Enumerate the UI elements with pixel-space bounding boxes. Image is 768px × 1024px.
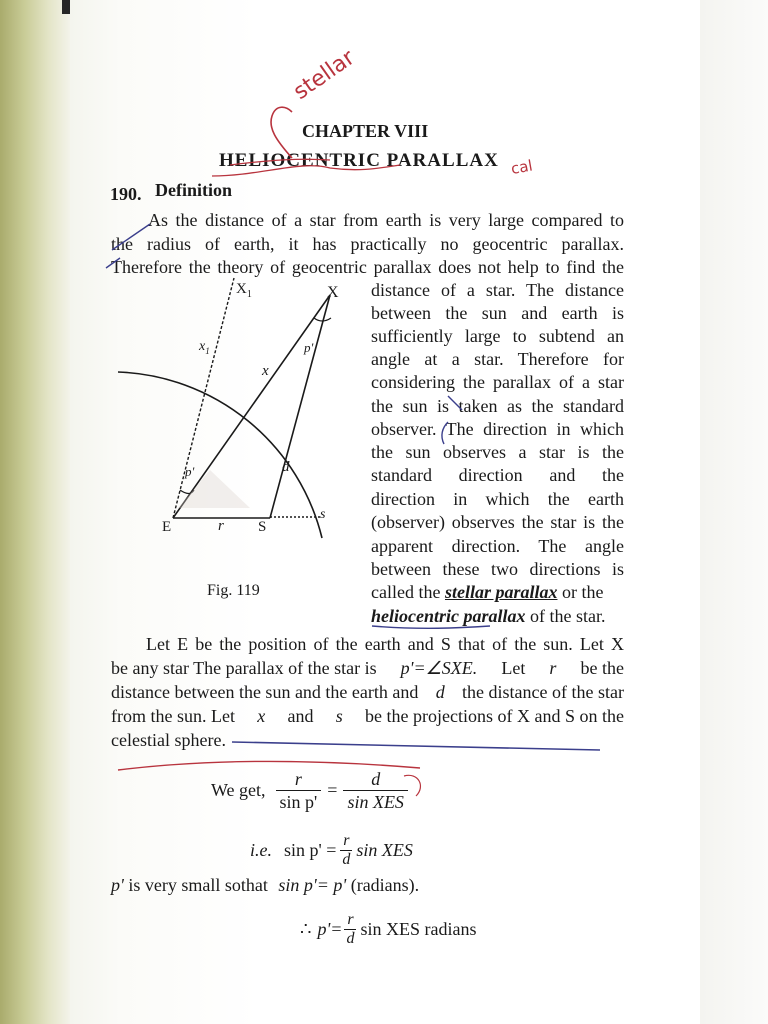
celestial-sphere-arc	[118, 372, 322, 538]
var-d: d	[435, 682, 445, 702]
angle-arc-p-star	[314, 318, 331, 321]
para2-line8: the sun observes a star is the	[371, 442, 624, 462]
para3-line1: Let E be the position of the earth and S that of the sun. Let X	[146, 634, 624, 654]
para3-line2-text: be any star The parallax of the star is	[111, 658, 377, 678]
parallax-formula: p'=∠SXE.	[400, 658, 478, 678]
handwritten-stellar: stellar	[289, 45, 360, 105]
label-s-sun: S	[258, 519, 267, 535]
small-angle-line	[111, 875, 419, 895]
called-the-text: called the	[371, 582, 441, 602]
para1-line1: As the distance of a star from earth is very large compared to	[148, 210, 624, 230]
label-r: r	[218, 518, 224, 534]
label-x1-proj: $x_1$	[199, 339, 210, 356]
line-sun-to-star	[270, 295, 330, 518]
equation-1	[211, 760, 408, 820]
para2-line13: between these two directions is	[371, 559, 624, 579]
we-get-text: We get,	[211, 780, 266, 800]
para3-line4-end: be the projections of X and S on the	[365, 706, 624, 726]
figure-caption: Fig. 119	[207, 582, 260, 599]
para2-line10: direction in which the earth	[371, 489, 624, 509]
ie-text: i.e.	[250, 840, 272, 860]
eq1-left-num: r	[276, 768, 322, 791]
label-p-prime-left: p'	[185, 464, 195, 479]
eq3-rhs: sin XES radians	[360, 919, 477, 939]
section-number: 190.	[110, 184, 142, 204]
eq2-lhs: sin p' =	[284, 840, 337, 860]
section-title: Definition	[155, 180, 233, 200]
chapter-title: HELIOCENTRIC PARALLAX	[219, 150, 499, 171]
eq3-lhs: p'=	[317, 919, 343, 939]
para2-line9: standard direction and the	[371, 465, 624, 485]
eq1-right-den: sin XES	[347, 791, 404, 812]
para3-line5: celestial sphere.	[111, 730, 226, 750]
label-e: E	[162, 519, 172, 535]
label-x-star: X	[327, 284, 339, 301]
label-x1-top: $X_1$	[236, 281, 252, 300]
var-x: x	[257, 706, 266, 726]
para2-line3: sufficiently large to subtend an	[371, 326, 624, 346]
para3-line3	[111, 682, 624, 702]
therefore-symbol: ∴	[300, 919, 312, 939]
chapter-heading: CHAPTER VIII	[302, 121, 429, 141]
para2-line2: between the sun and earth is	[371, 303, 624, 323]
heliocentric-parallax-term: heliocentric parallax	[371, 606, 526, 626]
small-angle-formula: sin p'= p'	[278, 875, 347, 895]
label-d: d	[282, 459, 290, 475]
label-p-prime-top: p'	[304, 340, 314, 355]
label-x-proj: x	[262, 363, 269, 379]
stellar-parallax-term: stellar parallax	[444, 582, 558, 602]
eq2-den: d	[342, 850, 351, 868]
para3-line4-text: from the sun. Let	[111, 706, 235, 726]
para2-line5: considering the parallax of a star	[371, 372, 624, 392]
var-r: r	[549, 658, 557, 678]
eq1-left-den: sin p'	[279, 791, 318, 812]
para3-line4	[111, 706, 624, 726]
equation-3	[300, 904, 476, 954]
para1-line2: the radius of earth, it has practically no geocentric parallax.	[111, 234, 624, 254]
var-s: s	[335, 706, 343, 726]
para3-be-the: be the	[580, 658, 624, 678]
para3-and: and	[287, 706, 314, 726]
para1-line3: Therefore the theory of geocentric parallax does not help to find the	[111, 257, 624, 277]
para2-line7: observer. The direction in which	[371, 419, 624, 439]
small-p: p'	[111, 875, 124, 895]
label-s-proj: s	[320, 507, 326, 522]
eq2-fraction	[340, 832, 352, 869]
para2-line1: distance of a star. The distance	[371, 280, 624, 300]
eq3-num: r	[344, 911, 356, 930]
para3-line3-end: the distance of the star	[462, 682, 624, 702]
para2-line6: the sun is taken as the standard	[371, 396, 624, 416]
eq1-right-num: d	[343, 768, 408, 791]
equation-2	[250, 825, 413, 875]
para2-line12: apparent direction. The angle	[371, 536, 624, 556]
radians-text: (radians).	[350, 875, 420, 895]
para3-line3-text: distance between the sun and the earth and	[111, 682, 419, 702]
eq1-equals: =	[327, 780, 338, 800]
handwritten-cal: cal	[509, 156, 534, 178]
para3-let: Let	[501, 658, 526, 678]
para2-line4: angle at a star. Therefore for	[371, 349, 624, 369]
para3-line2	[111, 658, 624, 678]
eq3-fraction	[344, 911, 356, 948]
eq2-rhs: sin XES	[356, 840, 413, 860]
eq2-num: r	[340, 832, 352, 851]
para2-line11: (observer) observes the star is the	[371, 512, 624, 532]
small-angle-text: is very small sothat	[128, 875, 268, 895]
or-the-text: or the	[561, 582, 604, 602]
eq1-right-fraction	[343, 768, 408, 813]
of-the-star-text: of the star.	[530, 606, 606, 626]
line-earth-to-star	[173, 295, 330, 518]
eq1-left-fraction	[276, 768, 322, 813]
eq3-den: d	[346, 929, 355, 947]
